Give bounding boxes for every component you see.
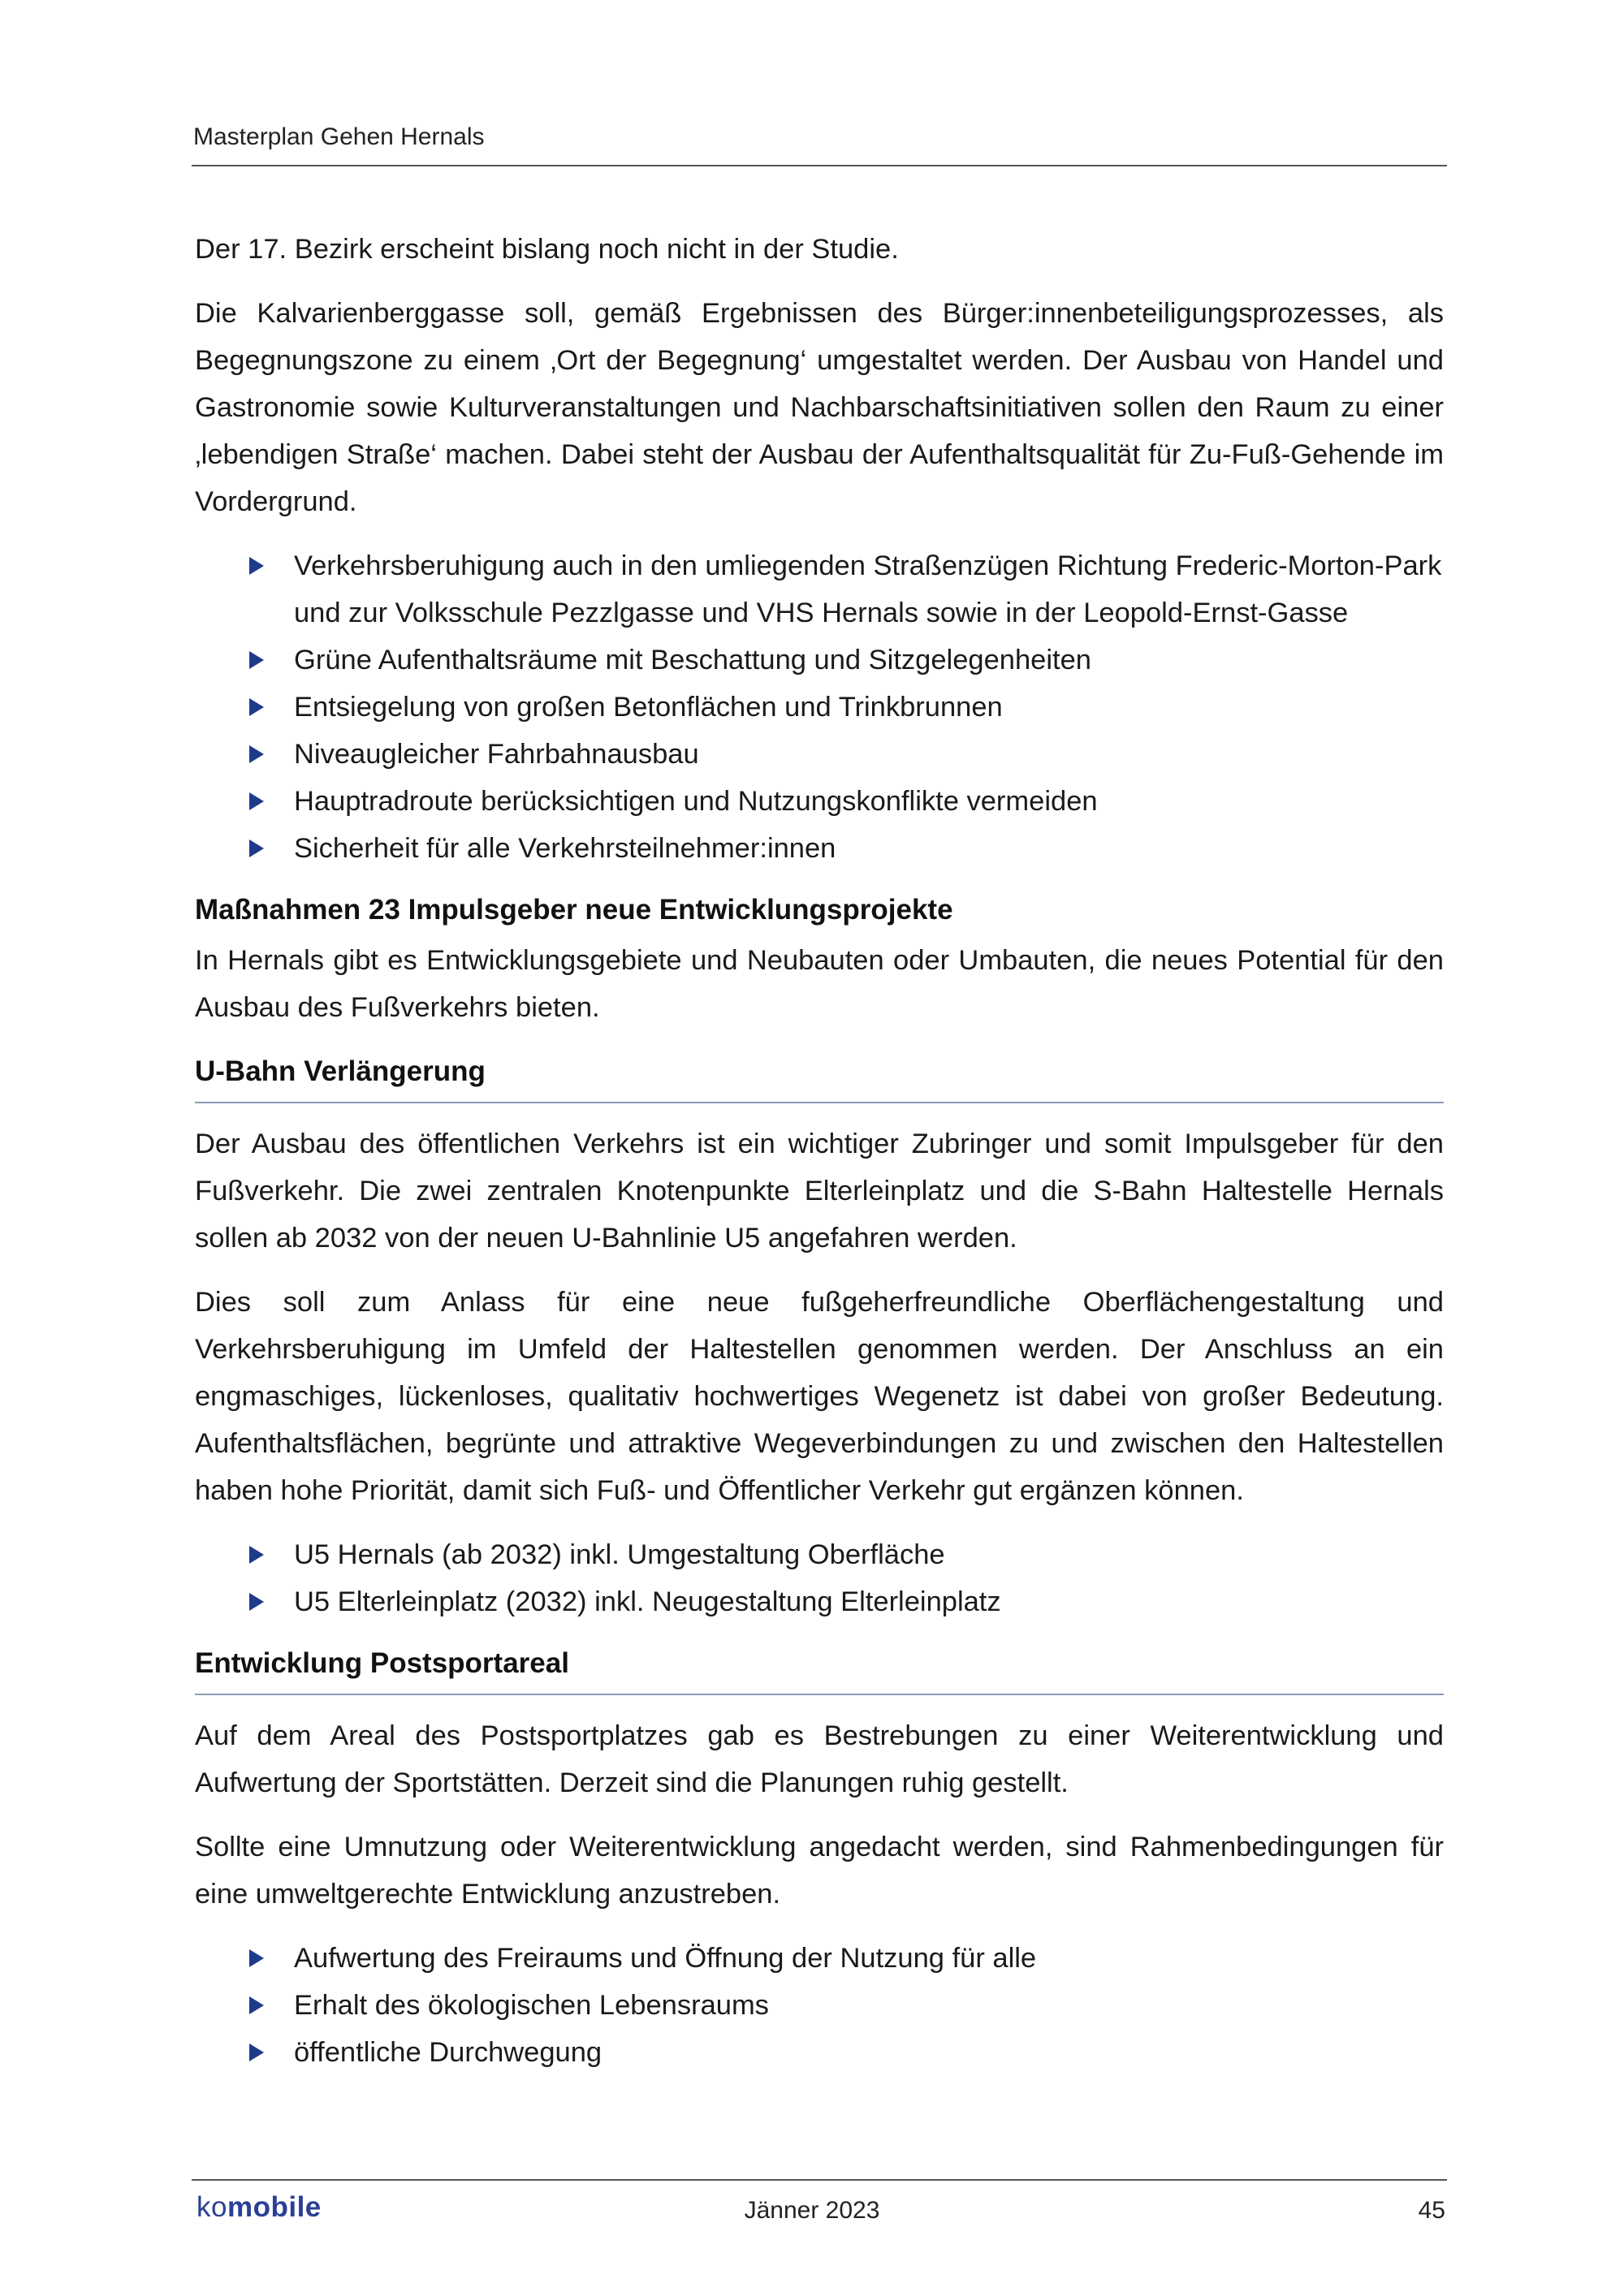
list-item	[294, 637, 1444, 684]
list-item	[294, 2029, 1444, 2076]
list-postsportareal	[195, 1935, 1444, 2076]
list-item	[294, 684, 1444, 731]
list-item	[294, 1578, 1444, 1625]
list-item-text: U5 Hernals (ab 2032) inkl. Umgestaltung Oberfläche	[294, 1539, 945, 1570]
triangle-bullet-icon	[249, 1949, 264, 1967]
triangle-bullet-icon	[249, 1996, 264, 2014]
list-item-text: öffentliche Durchwegung	[294, 2037, 603, 2068]
page-content	[195, 226, 1444, 2091]
list-item	[294, 778, 1444, 825]
running-header-title: Masterplan Gehen Hernals	[193, 123, 485, 150]
triangle-bullet-icon	[249, 557, 264, 575]
page-number: 45	[1418, 2197, 1445, 2224]
triangle-bullet-icon	[249, 1593, 264, 1611]
list-item	[294, 825, 1444, 872]
list-item-text: Entsiegelung von großen Betonflächen und Trinkbrunnen	[294, 692, 1003, 723]
list-item-text: Niveaugleicher Fahrbahnausbau	[294, 739, 699, 770]
header-rule	[192, 165, 1447, 166]
triangle-bullet-icon	[249, 839, 264, 857]
triangle-bullet-icon	[249, 792, 264, 810]
list-item-text: U5 Elterleinplatz (2032) inkl. Neugestaltung Elterleinplatz	[294, 1586, 1001, 1617]
list-item	[294, 1982, 1444, 2029]
list-item	[294, 1935, 1444, 1982]
list-ubahn	[195, 1531, 1444, 1625]
list-item	[294, 731, 1444, 778]
list-item-text: Verkehrsberuhigung auch in den umliegenden Straßenzügen Richtung Frederic-Morton-Park und zur Volksschule Pezzlgasse und VHS Hernals sowie in der Leopold-Ernst-Gasse	[294, 550, 1442, 628]
logo-part-ko: ko	[197, 2191, 227, 2223]
footer-date: Jänner 2023	[744, 2197, 880, 2224]
list-item	[294, 542, 1444, 637]
list-item-text: Sicherheit für alle Verkehrsteilnehmer:innen	[294, 833, 836, 864]
paragraph-massnahmen: In Hernals gibt es Entwicklungsgebiete und Neubauten oder Umbauten, die neues Potential für den Ausbau des Fußverkehrs bieten.	[195, 945, 1444, 1023]
paragraph-kalvarienberggasse: Die Kalvarienberggasse soll, gemäß Ergebnissen des Bürger:innenbeteiligungsprozesses, als Begegnungszone zu einem ‚Ort der Begegnung‘ umgestaltet werden. Der Ausbau von Handel und Gastronomie sowie Kulturveranstaltungen und Nachbarschaftsinitiativen sollen den Raum zu einer ‚lebendigen Straße‘ machen. Dabei steht der Ausbau der Aufenthaltsqualität für Zu-Fuß-Gehende im Vordergrund.	[195, 298, 1444, 517]
heading-massnahmen: Maßnahmen 23 Impulsgeber neue Entwicklungsprojekte	[195, 894, 953, 926]
triangle-bullet-icon	[249, 2044, 264, 2061]
list-item-text: Aufwertung des Freiraums und Öffnung der Nutzung für alle	[294, 1943, 1037, 1974]
list-item-text: Erhalt des ökologischen Lebensraums	[294, 1990, 769, 2021]
heading-postsportareal: Entwicklung Postsportareal	[195, 1640, 1444, 1695]
triangle-bullet-icon	[249, 651, 264, 669]
list-kalvarienberggasse	[195, 542, 1444, 872]
list-item	[294, 1531, 1444, 1578]
footer-rule	[192, 2179, 1447, 2181]
triangle-bullet-icon	[249, 1546, 264, 1564]
triangle-bullet-icon	[249, 698, 264, 716]
paragraph-post-2: Sollte eine Umnutzung oder Weiterentwicklung angedacht werden, sind Rahmenbedingungen für eine umweltgerechte Entwicklung anzustreben.	[195, 1832, 1444, 1910]
paragraph-ubahn-2: Dies soll zum Anlass für eine neue fußgeherfreundliche Oberflächengestaltung und Verkehrsberuhigung im Umfeld der Haltestellen genommen werden. Der Anschluss an ein engmaschiges, lückenloses, qualitativ hochwertiges Wegenetz ist dabei von großer Bedeutung. Aufenthaltsflächen, begrünte und attraktive Wegeverbindungen zu und zwischen den Haltestellen haben hohe Priorität, damit sich Fuß- und Öffentlicher Verkehr gut ergänzen können.	[195, 1287, 1444, 1506]
logo-part-mobile: mobile	[227, 2191, 322, 2223]
list-item-text: Hauptradroute berücksichtigen und Nutzungskonflikte vermeiden	[294, 786, 1098, 817]
triangle-bullet-icon	[249, 745, 264, 763]
komobile-logo	[197, 2190, 322, 2225]
paragraph-ubahn-1: Der Ausbau des öffentlichen Verkehrs ist ein wichtiger Zubringer und somit Impulsgeber für den Fußverkehr. Die zwei zentralen Knotenpunkte Elterleinplatz und die S-Bahn Haltestelle Hernals sollen ab 2032 von der neuen U-Bahnlinie U5 angefahren werden.	[195, 1129, 1444, 1254]
list-item-text: Grüne Aufenthaltsräume mit Beschattung und Sitzgelegenheiten	[294, 645, 1091, 675]
paragraph-intro: Der 17. Bezirk erscheint bislang noch nicht in der Studie.	[195, 234, 899, 265]
heading-ubahn: U-Bahn Verlängerung	[195, 1048, 1444, 1103]
paragraph-post-1: Auf dem Areal des Postsportplatzes gab es Bestrebungen zu einer Weiterentwicklung und Aufwertung der Sportstätten. Derzeit sind die Planungen ruhig gestellt.	[195, 1720, 1444, 1798]
